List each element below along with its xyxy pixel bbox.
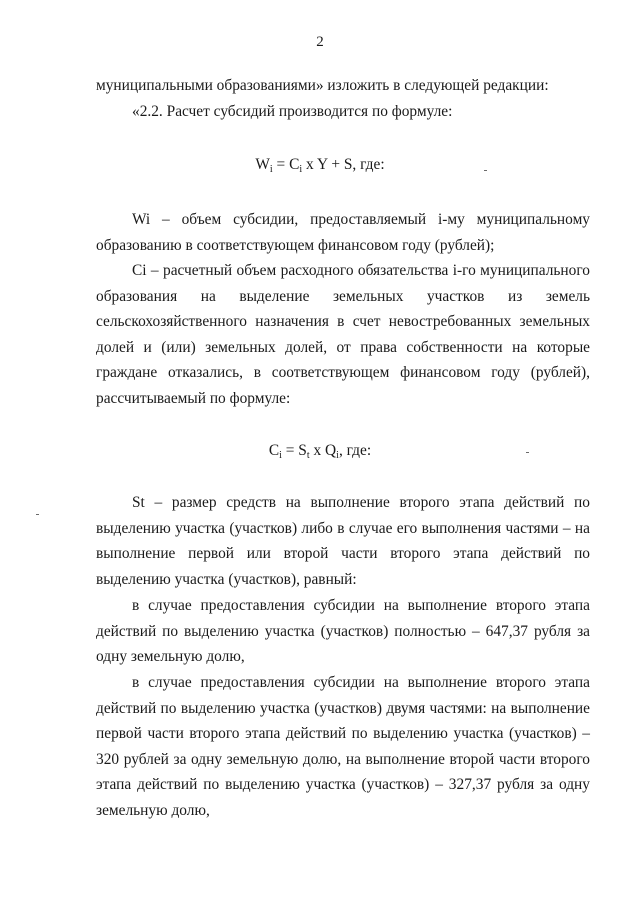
formula-sub-i: i (336, 450, 339, 461)
paragraph-definition-w: Wi – объем субсидии, предоставляемый i-му муниципальному образованию в соответствующем финансовом году (рублей); (96, 211, 590, 254)
formula-times-q: x Q (309, 442, 337, 459)
paragraph-full-payment: в случае предоставления субсидии на выполнение второго этапа действий по выделению участка (участков) полностью – 647,37 рубля за одну земельную долю, (96, 597, 590, 666)
formula-sub-i: i (269, 164, 273, 175)
formula-sub-i: i (279, 450, 282, 461)
formula-var-w: W (255, 156, 270, 173)
page-number: 2 (316, 34, 324, 50)
paragraph-formula-heading: «2.2. Расчет субсидий производится по формуле: (132, 103, 453, 120)
paragraph-intro: муниципальными образованиями» изложить в следующей редакции: (96, 77, 549, 94)
formula-sub-i: i (299, 164, 303, 175)
paragraph-definition-c: Ci – расчетный объем расходного обязательства i-го муниципального образования на выделение земельных участков из земель сельскохозяйственного назначения в счет невостребованных земельных долей и (или) земельных долей, от права собственности на которые граждане отказались, в соответствующем финансовом году (рублей), рассчитываемый по формуле: (96, 262, 590, 407)
scan-artifact (484, 170, 487, 171)
formula-eq-c: = C (272, 156, 300, 173)
scan-artifact (36, 514, 39, 515)
formula-subsidy (0, 152, 640, 182)
formula-rest: x Y + S, где: (302, 156, 385, 173)
formula-sub-t: t (306, 450, 310, 461)
formula-eq-s: = S (281, 442, 307, 459)
paragraph-definition-s: St – размер средств на выполнение второго этапа действий по выделению участка (участков) либо в случае его выполнения частями – на выполнение первой или второй части второго этапа действий по выделению участка (участков), равный: (96, 494, 590, 588)
formula-var-c: C (268, 442, 280, 459)
formula-calculated-volume (0, 438, 640, 468)
scan-artifact (526, 452, 529, 453)
paragraph-two-part-payment: в случае предоставления субсидии на выполнение второго этапа действий по выделению участка (участков) двумя частями: на выполнение первой части второго этапа действий по выделению участка (участков) – 320 рублей за одну земельную долю, на выполнение второй части второго этапа действий по выделению участка (участков) – 327,37 рубля за одну земельную долю, (96, 674, 590, 819)
formula-rest: , где: (338, 442, 372, 459)
